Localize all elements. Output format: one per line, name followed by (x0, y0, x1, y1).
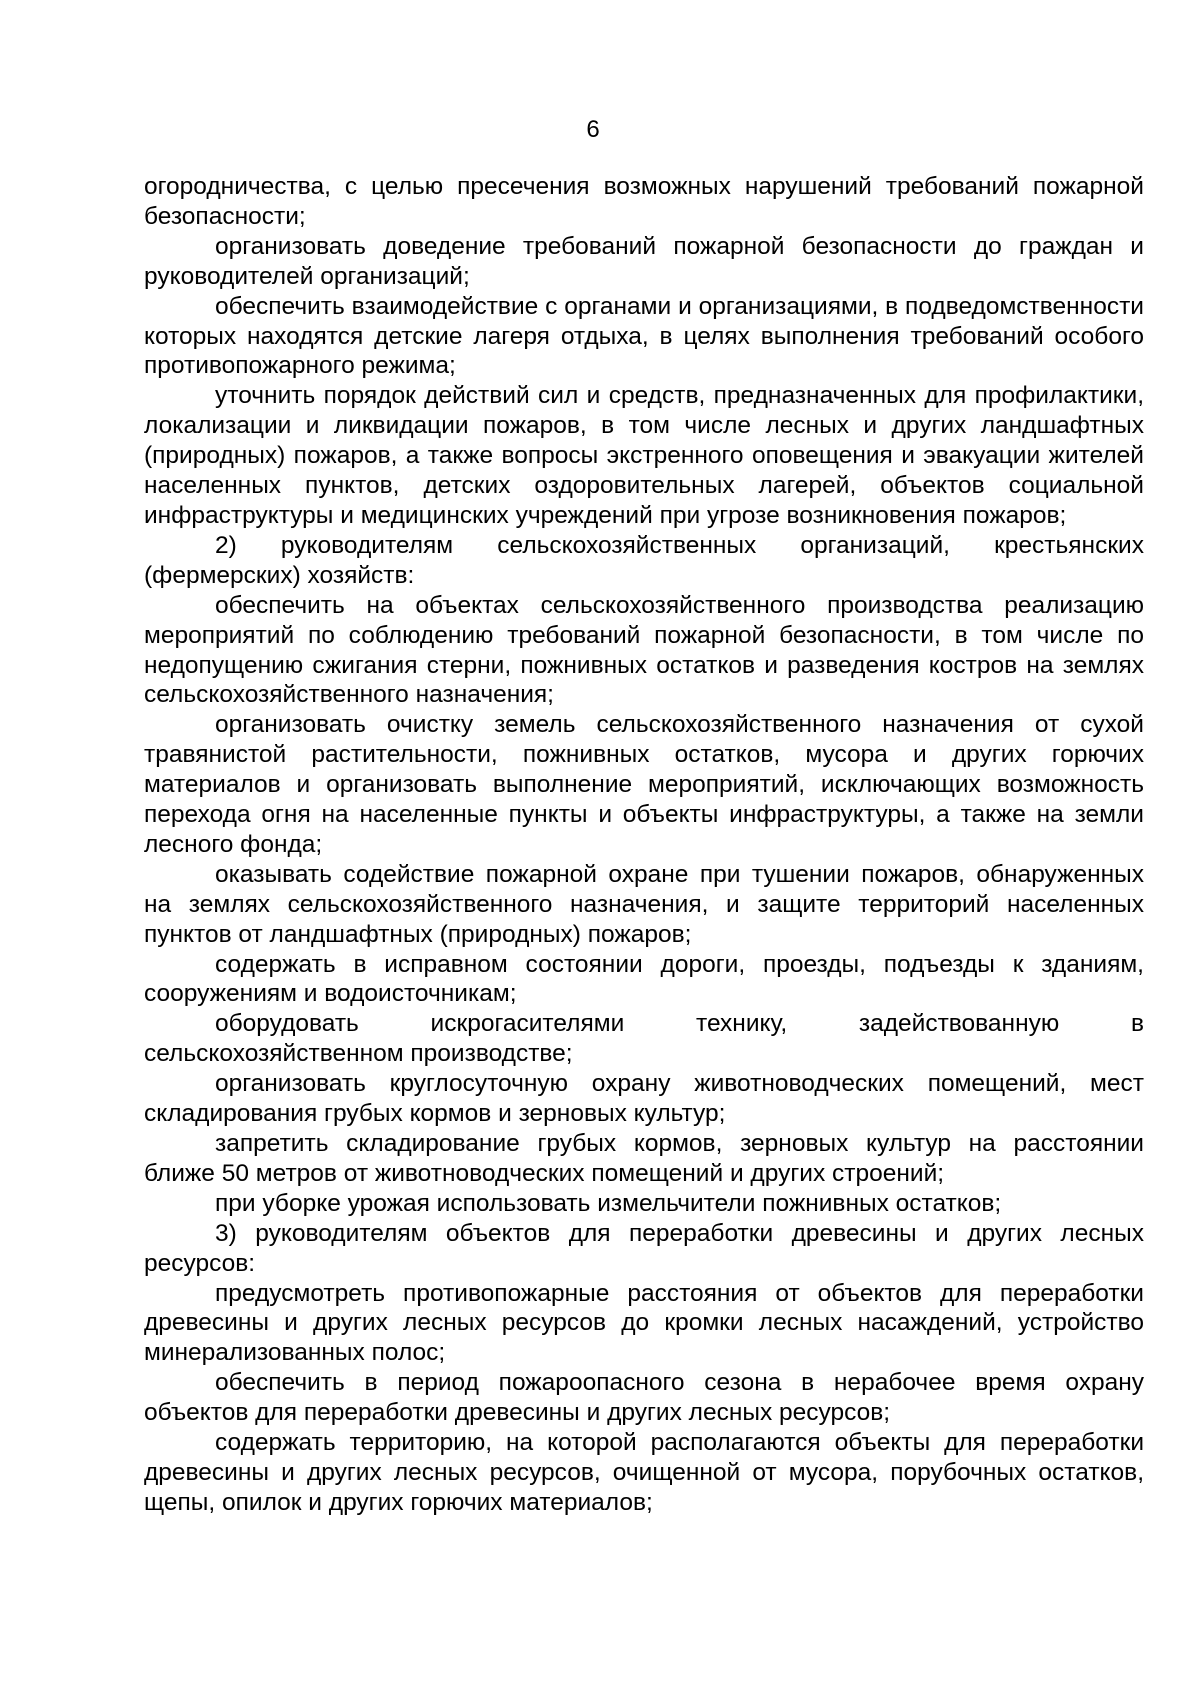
paragraph: организовать очистку земель сельскохозяйственного назначения от сухой травянистой растительности, пожнивных остатков, мусора и других горючих материалов и организовать выполнение мероприятий, исключающих возможность перехода огня на населенные пункты и объекты инфраструктуры, а также на земли лесного фонда; (144, 711, 1144, 858)
paragraph: огородничества, с целью пресечения возможных нарушений требований пожарной безопасности; (144, 173, 1144, 230)
list-item-heading: 3) руководителям объектов для переработки древесины и других лесных ресурсов: (144, 1219, 1144, 1277)
document-body (144, 172, 1144, 1518)
paragraph: обеспечить на объектах сельскохозяйственного производства реализацию мероприятий по соблюдению требований пожарной безопасности, в том числе по недопущению сжигания стерни, пожнивных остатков и разведения костров на землях сельскохозяйственного назначения; (144, 591, 1144, 709)
page-number: 6 (586, 116, 600, 143)
paragraph: содержать территорию, на которой располагаются объекты для переработки древесины и других лесных ресурсов, очищенной от мусора, порубочных остатков, щепы, опилок и других горючих материалов; (144, 1429, 1144, 1516)
paragraph: предусмотреть противопожарные расстояния от объектов для переработки древесины и других лесных ресурсов до кромки лесных насаждений, устройство минерализованных полос; (144, 1279, 1144, 1367)
paragraph: обеспечить взаимодействие с органами и организациями, в подведомственности которых находятся детские лагеря отдыха, в целях выполнения требований особого противопожарного режима; (144, 292, 1144, 380)
paragraph: оборудовать искрогасителями технику, задействованную в сельскохозяйственном производстве; (144, 1010, 1144, 1068)
paragraph: при уборке урожая использовать измельчители пожнивных остатков; (215, 1189, 1002, 1217)
paragraph: уточнить порядок действий сил и средств, предназначенных для профилактики, локализации и ликвидации пожаров, в том числе лесных и других ландшафтных (природных) пожаров, а также вопросы экстренного оповещения и эвакуации жителей населенных пунктов, детских оздоровительных лагерей, объектов социальной инфраструктуры и медицинских учреждений при угрозе возникновения пожаров; (144, 382, 1144, 529)
paragraph: запретить складирование грубых кормов, зерновых культур на расстоянии ближе 50 метров от животноводческих помещений и других строений; (144, 1130, 1144, 1187)
paragraph: организовать круглосуточную охрану животноводческих помещений, мест складирования грубых кормов и зерновых культур; (144, 1070, 1144, 1128)
paragraph: оказывать содействие пожарной охране при тушении пожаров, обнаруженных на землях сельскохозяйственного назначения, и защите территорий населенных пунктов от ландшафтных (природных) пожаров; (144, 860, 1144, 948)
paragraph: обеспечить в период пожароопасного сезона в нерабочее время охрану объектов для переработки древесины и других лесных ресурсов; (144, 1369, 1144, 1427)
paragraph: содержать в исправном состоянии дороги, проезды, подъезды к зданиям, сооружениям и водоисточникам; (144, 950, 1144, 1008)
list-item-heading: 2) руководителям сельскохозяйственных организаций, крестьянских (фермерских) хозяйств: (144, 531, 1144, 589)
paragraph: организовать доведение требований пожарной безопасности до граждан и руководителей организаций; (144, 232, 1144, 290)
